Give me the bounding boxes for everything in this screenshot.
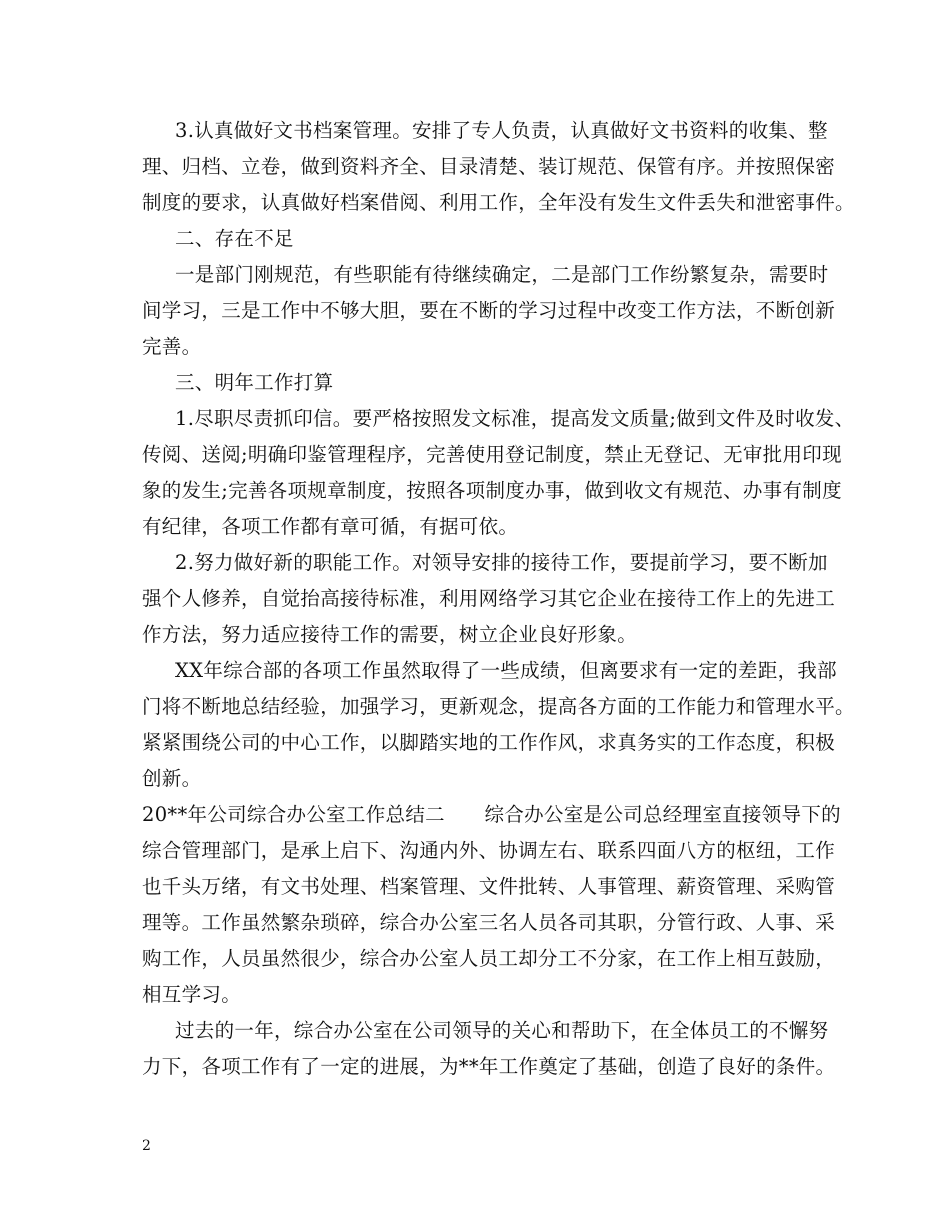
text-line: 创新。 — [142, 767, 202, 790]
text-line: 制度的要求，认真做好档案借阅、利用工作，全年没有发生文件丢失和泄密事件。 — [142, 191, 855, 214]
section-heading: 三、明年工作打算 — [175, 371, 334, 394]
text-line: 有纪律，各项工作都有章可循，有据可依。 — [142, 515, 519, 538]
text-line: 象的发生;完善各项规章制度，按照各项制度办事，做到收文有规范、办事有制度 — [142, 479, 842, 502]
page-number: 2 — [142, 1138, 151, 1154]
text-line: 购工作，人员虽然很少，综合办公室人员工却分工不分家，在工作上相互鼓励， — [142, 947, 836, 970]
text-line: XX年综合部的各项工作虽然取得了一些成绩，但离要求有一定的差距，我部 — [175, 659, 837, 682]
text-line: 综合管理部门，是承上启下、沟通内外、协调左右、联系四面八方的枢纽，工作 — [142, 839, 836, 862]
text-line: 力下，各项工作有了一定的进展，为**年工作奠定了基础，创造了良好的条件。 — [142, 1055, 836, 1078]
text-line: 门将不断地总结经验，加强学习，更新观念，提高各方面的工作能力和管理水平。 — [142, 695, 855, 718]
section-heading: 二、存在不足 — [175, 227, 294, 250]
text-line: 作方法，努力适应接待工作的需要，树立企业良好形象。 — [142, 623, 638, 646]
text-line: 紧紧围绕公司的中心工作，以脚踏实地的工作作风，求真务实的工作态度，积极 — [142, 731, 836, 754]
text-line: 3.认真做好文书档案管理。安排了专人负责，认真做好文书资料的收集、整 — [175, 119, 828, 142]
text-line: 过去的一年，综合办公室在公司领导的关心和帮助下，在全体员工的不懈努 — [175, 1019, 829, 1042]
text-line: 2.努力做好新的职能工作。对领导安排的接待工作，要提前学习，要不断加 — [175, 551, 828, 574]
text-line: 间学习，三是工作中不够大胆，要在不断的学习过程中改变工作方法，不断创新 — [142, 299, 836, 322]
text-line: 20**年公司综合办公室工作总结二 综合办公室是公司总经理室直接领导下的 — [142, 803, 841, 826]
text-line: 完善。 — [142, 335, 202, 358]
text-line: 1.尽职尽责抓印信。要严格按照发文标准，提高发文质量;做到文件及时收发、 — [175, 407, 855, 430]
text-line: 理、归档、立卷，做到资料齐全、目录清楚、装订规范、保管有序。并按照保密 — [142, 155, 836, 178]
text-line: 理等。工作虽然繁杂琐碎，综合办公室三名人员各司其职，分管行政、人事、采 — [142, 911, 836, 934]
text-line: 也千头万绪，有文书处理、档案管理、文件批转、人事管理、薪资管理、采购管 — [142, 875, 836, 898]
text-line: 强个人修养，自觉抬高接待标准，利用网络学习其它企业在接待工作上的先进工 — [142, 587, 836, 610]
text-line: 一是部门刚规范，有些职能有待继续确定，二是部门工作纷繁复杂，需要时 — [175, 263, 829, 286]
text-line: 传阅、送阅;明确印鉴管理程序，完善使用登记制度，禁止无登记、无审批用印现 — [142, 443, 842, 466]
text-line: 相互学习。 — [142, 983, 242, 1006]
